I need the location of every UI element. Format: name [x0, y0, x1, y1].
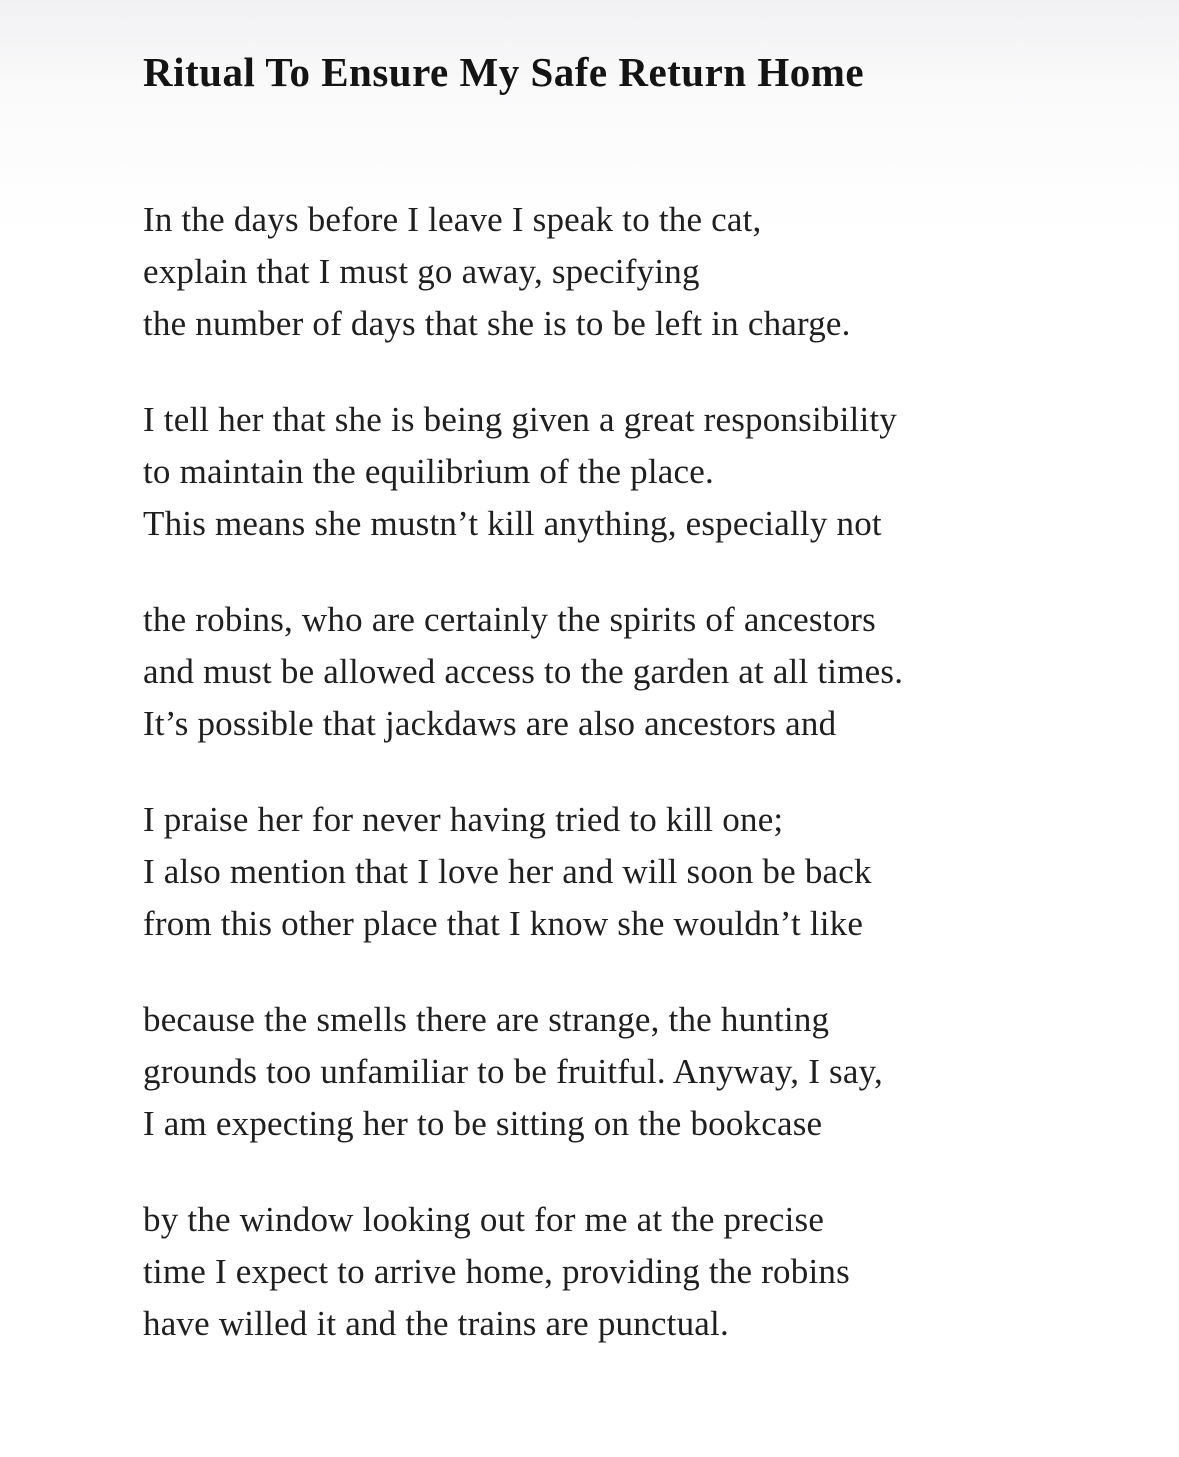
poem-line: It’s possible that jackdaws are also ancestors and [143, 704, 837, 743]
poem-line: by the window looking out for me at the precise [143, 1200, 825, 1239]
poem-line: I praise her for never having tried to kill one; [143, 800, 784, 839]
poem-line: I am expecting her to be sitting on the bookcase [143, 1104, 823, 1143]
poem-line: This means she mustn’t kill anything, especially not [143, 504, 882, 543]
poem-line: the robins, who are certainly the spirits of ancestors [143, 600, 876, 639]
poem-line: grounds too unfamiliar to be fruitful. Anyway, I say, [143, 1052, 883, 1091]
poem-line: In the days before I leave I speak to the cat, [143, 200, 762, 239]
poem-line: from this other place that I know she wouldn’t like [143, 904, 864, 943]
poem-line: I also mention that I love her and will soon be back [143, 852, 872, 891]
stanza-5 [143, 994, 1119, 1150]
stanza-4 [143, 794, 1119, 950]
stanza-6 [143, 1194, 1119, 1350]
poem-line: time I expect to arrive home, providing the robins [143, 1252, 850, 1291]
poem-line: because the smells there are strange, the hunting [143, 1000, 830, 1039]
poem-title: Ritual To Ensure My Safe Return Home [143, 49, 865, 95]
poem-line: to maintain the equilibrium of the place. [143, 452, 714, 491]
stanza-2 [143, 394, 1119, 550]
poem-line: have willed it and the trains are punctual. [143, 1304, 729, 1343]
stanza-1 [143, 194, 1119, 350]
poem-line: I tell her that she is being given a great responsibility [143, 400, 897, 439]
poem-line: explain that I must go away, specifying [143, 252, 700, 291]
poem-line: and must be allowed access to the garden at all times. [143, 652, 904, 691]
stanza-3 [143, 594, 1119, 750]
poem-body [143, 194, 1119, 1350]
poem-line: the number of days that she is to be left in charge. [143, 304, 851, 343]
